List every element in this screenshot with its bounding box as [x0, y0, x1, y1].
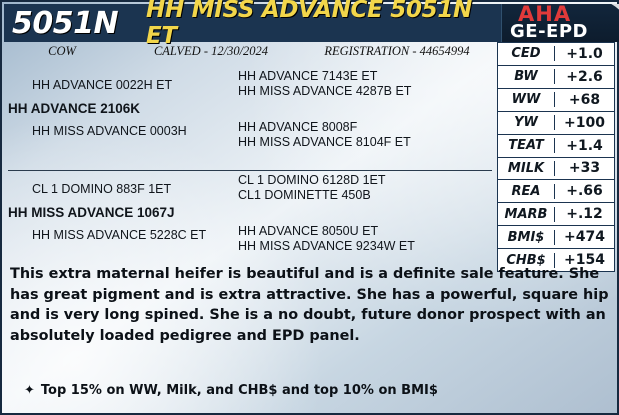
- sex-label: COW: [48, 44, 76, 58]
- aha-logo-top: AHA: [518, 4, 572, 26]
- epd-row: [498, 112, 614, 135]
- pedigree-sire-name: HH ADVANCE 2106K: [8, 101, 141, 116]
- pedigree-dam-gd-dam: HH MISS ADVANCE 9234W ET: [238, 239, 415, 253]
- epd-row: [498, 158, 614, 181]
- pedigree-sire-gd-dam: HH MISS ADVANCE 8104F ET: [238, 135, 411, 149]
- epd-label: CHB$: [498, 253, 555, 268]
- epd-row: [498, 66, 614, 89]
- epd-label: WW: [498, 92, 555, 107]
- pedigree-dam-gs-dam: CL1 DOMINETTE 450B: [238, 188, 371, 202]
- description-text: This extra maternal heifer is beautiful and is a definite sale feature. She has great pigment and is extra attractive. She has a powerful, square hip and is very long spined. She is a no doubt, future donor prospect with an absolutely loaded pedigree and EPD panel.: [10, 266, 609, 344]
- epd-value: +154: [564, 252, 605, 269]
- epd-value: +1.4: [566, 137, 603, 154]
- epd-label: TEAT: [498, 138, 555, 153]
- epd-label: REA: [498, 184, 555, 199]
- highlight-text: Top 15% on WW, Milk, and CHB$ and top 10% on BMI$: [40, 383, 438, 398]
- pedigree-dam-sire: CL 1 DOMINO 883F 1ET: [32, 182, 172, 196]
- pedigree-dam-dam: HH MISS ADVANCE 5228C ET: [32, 228, 207, 242]
- pedigree-sire-gs-dam: HH MISS ADVANCE 4287B ET: [238, 84, 412, 98]
- pedigree-dam-gs-sire: CL 1 DOMINO 6128D 1ET: [238, 173, 386, 187]
- pedigree-sire-block: [8, 78, 230, 139]
- epd-value: +.66: [566, 183, 603, 200]
- epd-label: BW: [498, 69, 555, 84]
- calved-label: CALVED - 12/30/2024: [153, 44, 269, 58]
- aha-logo-bottom: GE-EPD: [510, 21, 588, 42]
- aha-logo: [501, 4, 619, 42]
- pedigree-sire-grandparents: [238, 69, 492, 150]
- registration-label: REGISTRATION - 44654994: [324, 44, 470, 58]
- pedigree-chart: [8, 66, 492, 260]
- epd-row: [498, 43, 614, 66]
- epd-table: [497, 42, 615, 272]
- epd-label: MARB: [498, 207, 555, 222]
- epd-value: +33: [568, 160, 601, 177]
- pedigree-dam-grandparents: [238, 173, 492, 254]
- epd-value: +100: [564, 114, 605, 131]
- epd-label: CED: [498, 46, 555, 61]
- epd-value: +2.6: [566, 68, 603, 85]
- epd-row: [498, 203, 614, 226]
- epd-value: +1.0: [566, 45, 603, 62]
- pedigree-dam-name: HH MISS ADVANCE 1067J: [8, 205, 175, 220]
- epd-row: [498, 89, 614, 112]
- epd-label: YW: [498, 115, 555, 130]
- epd-value: +474: [564, 229, 605, 246]
- meta-row: [8, 44, 488, 64]
- pedigree-sire-dam-name: HH MISS ADVANCE 0003H: [32, 124, 187, 138]
- header-banner: [4, 0, 619, 49]
- pedigree-divider: [8, 170, 492, 171]
- pedigree-sire-gs-sire: HH ADVANCE 7143E ET: [238, 69, 378, 83]
- animal-name: HH MISS ADVANCE 5051N ET: [146, 0, 473, 49]
- epd-value: +68: [568, 91, 601, 108]
- star-icon: ✦: [24, 383, 35, 398]
- pedigree-dam-block: [8, 182, 230, 243]
- epd-row: [498, 180, 614, 203]
- pedigree-dam-gd-sire: HH ADVANCE 8050U ET: [238, 224, 379, 238]
- epd-label: MILK: [498, 161, 555, 176]
- pedigree-sire-gd-sire: HH ADVANCE 8008F: [238, 120, 358, 134]
- epd-label: BMI$: [498, 230, 555, 245]
- pedigree-sire-sire: HH ADVANCE 0022H ET: [32, 78, 173, 92]
- page-title: 5051N: [12, 5, 119, 41]
- epd-row: [498, 135, 614, 158]
- epd-value: +.12: [566, 206, 603, 223]
- highlight-line: [24, 383, 604, 398]
- epd-row: [498, 226, 614, 249]
